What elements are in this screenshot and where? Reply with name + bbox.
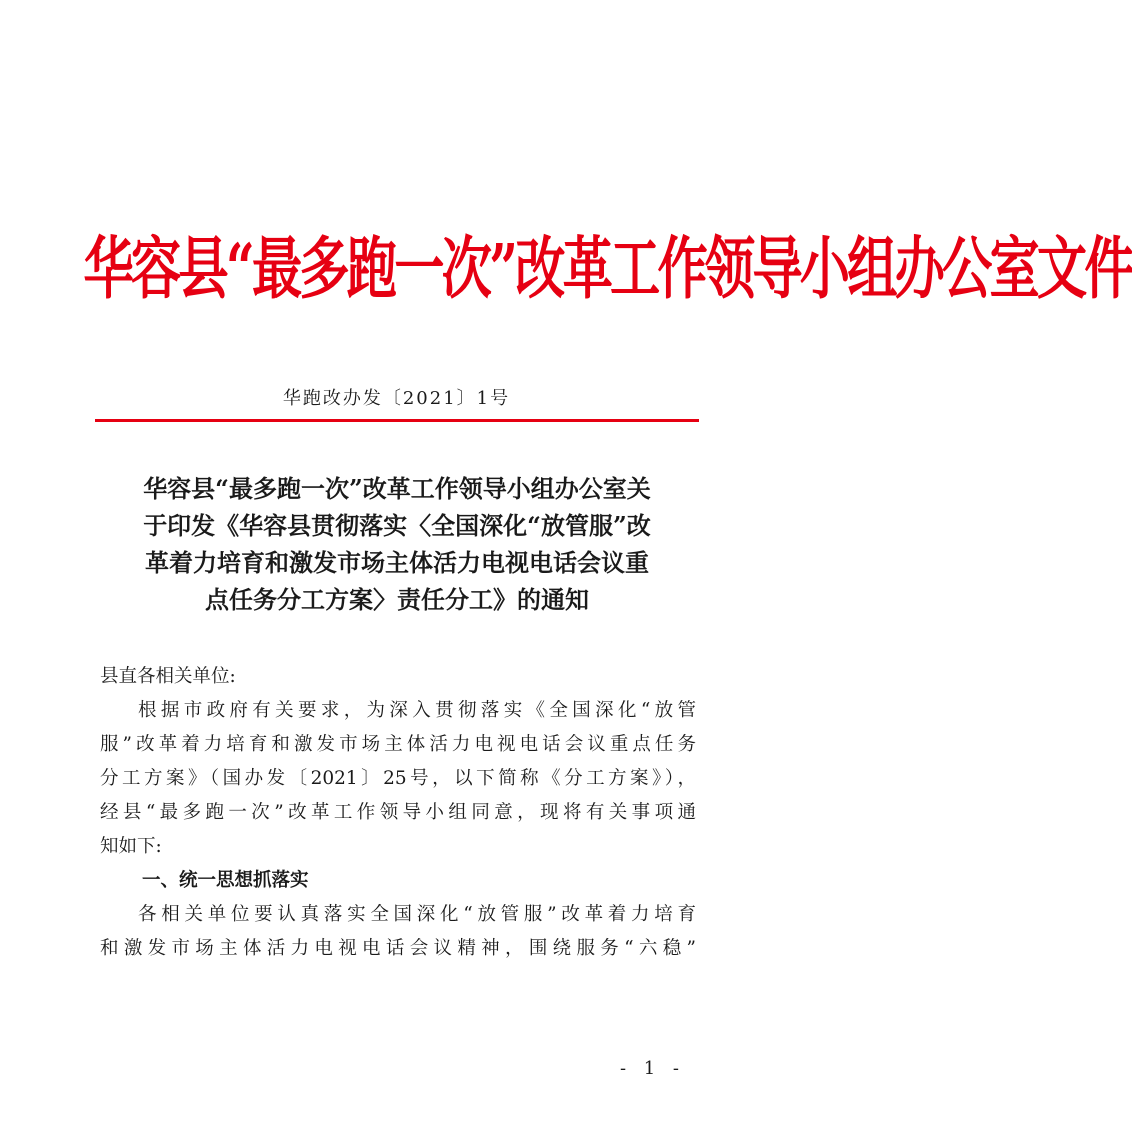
section-heading: 一、统一思想抓落实	[142, 870, 309, 891]
paragraph-line: 服”改革着力培育和激发市场主体活力电视电话会议重点任务	[100, 734, 696, 755]
notice-title	[100, 470, 694, 618]
document-body	[100, 660, 696, 966]
paragraph-line: 和激发市场主体活力电视电话会议精神，围绕服务“六稳”	[100, 938, 696, 959]
document-number: 华跑改办发〔2021〕1号	[282, 388, 511, 409]
paragraph-line: 知如下:	[100, 836, 162, 857]
notice-title-line: 于印发《华容县贯彻落实〈全国深化“放管服”改	[143, 511, 651, 540]
paragraph-line: 经县“最多跑一次”改革工作领导小组同意，现将有关事项通	[100, 802, 696, 823]
paragraph-line: 分工方案》（国办发〔2021〕25号，以下简称《分工方案》），	[100, 768, 696, 789]
notice-title-line: 点任务分工方案〉责任分工》的通知	[205, 585, 589, 614]
red-header-title: 华容县“最多跑一次”改革工作领导小组办公室文件	[83, 228, 1132, 308]
paragraph-line: 各相关单位要认真落实全国深化“放管服”改革着力培育	[138, 904, 696, 925]
salutation: 县直各相关单位:	[100, 666, 236, 687]
red-divider-line	[95, 419, 699, 422]
page-number: - 1 -	[619, 1058, 685, 1079]
paragraph-line: 根据市政府有关要求，为深入贯彻落实《全国深化“放管	[138, 700, 696, 721]
notice-title-line: 革着力培育和激发市场主体活力电视电话会议重	[145, 548, 649, 577]
notice-title-line: 华容县“最多跑一次”改革工作领导小组办公室关	[143, 474, 651, 503]
